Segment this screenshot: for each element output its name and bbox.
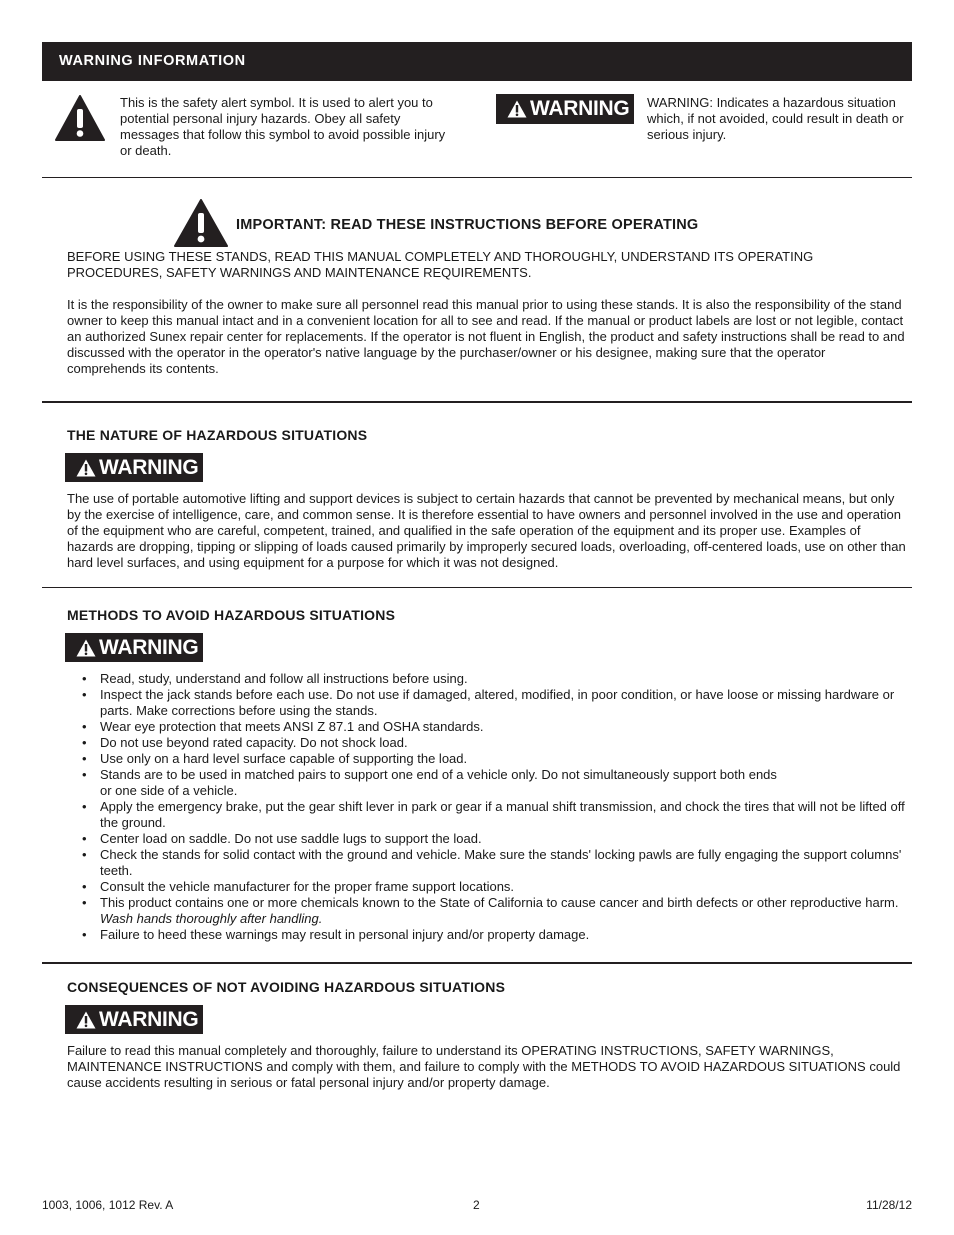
list-item: • Wear eye protection that meets ANSI Z 87.1 and OSHA standards. xyxy=(67,719,907,735)
alert-triangle-icon xyxy=(507,100,527,118)
alert-symbol-description: This is the safety alert symbol. It is used to alert you to potential personal injury hazards. Obey all safety messages that follow this symbol to avoid possible injury or death. xyxy=(120,95,446,158)
warning-badge xyxy=(65,1005,203,1034)
warning-badge-label: WARNING xyxy=(99,1007,199,1031)
divider xyxy=(42,962,912,964)
list-item: • Consult the vehicle manufacturer for the proper frame support locations. xyxy=(67,879,907,895)
list-item: • Center load on saddle. Do not use saddle lugs to support the load. xyxy=(67,831,907,847)
list-item: • Do not use beyond rated capacity. Do not shock load. xyxy=(67,735,907,751)
warning-badge xyxy=(496,94,634,124)
page-number: 2 xyxy=(473,1198,480,1212)
alert-triangle-icon xyxy=(76,459,96,477)
list-item: • Apply the emergency brake, put the gear shift lever in park or gear if a manual shift transmission, and chock the tires that will not be lifted off the ground. xyxy=(67,799,907,831)
list-item: • This product contains one or more chemicals known to the State of California to cause cancer and birth defects or other reproductive harm. Wash hands thoroughly after handling. xyxy=(67,895,907,927)
warning-badge-label: WARNING xyxy=(530,97,630,120)
alert-triangle-icon xyxy=(174,199,228,251)
nature-title: THE NATURE OF HAZARDOUS SITUATIONS xyxy=(67,427,368,443)
divider xyxy=(42,401,912,403)
section-banner xyxy=(42,42,912,81)
warning-badge xyxy=(65,633,203,662)
important-paragraph-1: BEFORE USING THESE STANDS, READ THIS MANUAL COMPLETELY AND THOROUGHLY, UNDERSTAND ITS OPERATING PROCEDURES, SAFETY WARNINGS AND MAINTENANCE REQUIREMENTS. xyxy=(67,249,814,280)
important-paragraph-2: It is the responsibility of the owner to make sure all personnel read this manual prior to using these stands. It is also the responsibility of the stand owner to keep this manual intact and in a convenient location for all to see and read. If the manual or product labels are lost or not legible, contact an authorized Sunex repair center for replacements. If the operator is not fluent in English, the product and safety instructions shall be read to and discussed with the operator in the operator's native language by the purchaser/owner or his designee, making sure that the operator comprehends its contents. xyxy=(67,297,905,376)
nature-text: The use of portable automotive lifting and support devices is subject to certain hazards that cannot be prevented by mechanical means, but only by the exercise of intelligence, care, and common sense. It is therefore essential to have owners and personnel involved in the use and operation of the equipment who are careful, competent, trained, and qualified in the safe operation of the equipment and its proper use. Examples of hazards are dropping, tipping or slipping of loads caused primarily by improperly secured loads, overloading, off-centered loads, use on other than hard level surfaces, and using equipment for a purpose for which it was not designed. xyxy=(67,491,906,570)
list-item: • Inspect the jack stands before each use. Do not use if damaged, altered, modified, in poor condition, or have loose or missing hardware or parts. Make corrections before using the stands. xyxy=(67,687,907,719)
prop65-note: Wash hands thoroughly after handling. xyxy=(100,911,323,926)
consequences-text: Failure to read this manual completely and thoroughly, failure to understand its OPERATING INSTRUCTIONS, SAFETY WARNINGS, MAINTENANCE INSTRUCTIONS and comply with them, and failure to comply with the METHODS TO AVOID HAZARDOUS SITUATIONS could cause accidents resulting in serious or fatal personal injury and/or property damage. xyxy=(67,1043,901,1090)
important-title: IMPORTANT: READ THESE INSTRUCTIONS BEFORE OPERATING xyxy=(236,217,699,233)
alert-triangle-icon xyxy=(76,1011,96,1029)
methods-title: METHODS TO AVOID HAZARDOUS SITUATIONS xyxy=(67,607,396,623)
divider xyxy=(42,177,912,178)
footer-date: 11/28/12 xyxy=(866,1198,912,1212)
methods-list xyxy=(67,671,907,943)
warning-badge xyxy=(65,453,203,482)
warning-definition: WARNING: Indicates a hazardous situation which, if not avoided, could result in death or serious injury. xyxy=(647,95,904,142)
footer-models: 1003, 1006, 1012 Rev. A xyxy=(42,1198,174,1212)
list-item: • Stands are to be used in matched pairs to support one end of a vehicle only. Do not simultaneously support both ends or one side of a vehicle. xyxy=(67,767,907,799)
banner-title: WARNING INFORMATION xyxy=(59,53,246,69)
divider xyxy=(42,587,912,588)
consequences-title: CONSEQUENCES OF NOT AVOIDING HAZARDOUS SITUATIONS xyxy=(67,979,506,995)
alert-triangle-icon xyxy=(55,95,105,145)
list-item: • Use only on a hard level surface capable of supporting the load. xyxy=(67,751,907,767)
warning-badge-label: WARNING xyxy=(99,455,199,479)
alert-triangle-icon xyxy=(76,639,96,657)
list-item: • Check the stands for solid contact with the ground and vehicle. Make sure the stands' locking pawls are fully engaging the support columns' teeth. xyxy=(67,847,907,879)
warning-badge-label: WARNING xyxy=(99,635,199,659)
list-item: • Read, study, understand and follow all instructions before using. xyxy=(67,671,907,687)
list-item: • Failure to heed these warnings may result in personal injury and/or property damage. xyxy=(67,927,907,943)
